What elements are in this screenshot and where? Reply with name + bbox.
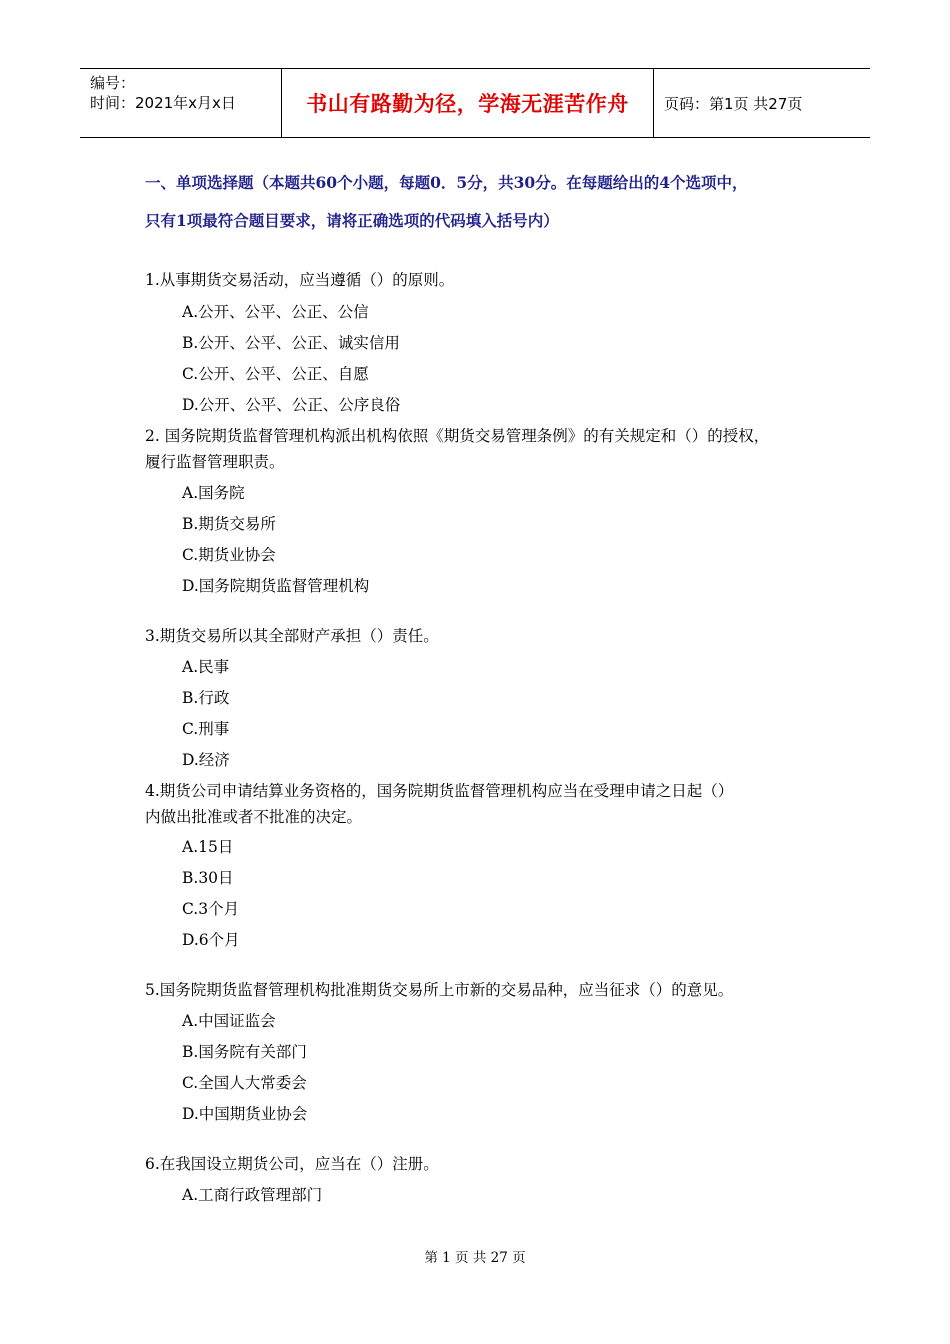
section-title-line2: 只有1项最符合题目要求，请将正确选项的代码填入括号内） [145,211,559,230]
question-4-stem-line1: 4.期货公司申请结算业务资格的，国务院期货监督管理机构应当在受理申请之日起（） [145,782,734,800]
question-1-option-d: D.公开、公平、公正、公序良俗 [182,396,401,414]
question-3-option-b: B.行政 [182,689,230,707]
question-5-option-a: A.中国证监会 [182,1012,276,1030]
question-5-option-d: D.中国期货业协会 [182,1105,308,1123]
question-1-option-b: B.公开、公平、公正、诚实信用 [182,334,400,352]
question-1-option-a: A.公开、公平、公正、公信 [182,303,369,321]
question-2-option-d: D.国务院期货监督管理机构 [182,577,370,595]
question-5-option-b: B.国务院有关部门 [182,1043,307,1061]
question-3-stem: 3.期货交易所以其全部财产承担（）责任。 [145,627,439,645]
question-5-option-c: C.全国人大常委会 [182,1074,307,1092]
question-3-option-d: D.经济 [182,751,230,769]
question-2-stem-line1: 2. 国务院期货监督管理机构派出机构依照《期货交易管理条例》的有关规定和（）的授权， [145,427,770,445]
question-4-option-b: B.30日 [182,869,234,887]
header-right-cell [654,69,870,137]
question-4-stem-line2: 内做出批准或者不批准的决定。 [145,808,363,826]
section-title-line1: 一、单项选择题（本题共60个小题，每题0．5分，共30分。在每题给出的4个选项中， [145,173,748,192]
question-6-stem: 6.在我国设立期货公司，应当在（）注册。 [145,1155,439,1173]
question-1-stem: 1.从事期货交易活动，应当遵循（）的原则。 [145,271,455,289]
question-3-option-a: A.民事 [182,658,230,676]
page-footer: 第 1 页 共 27 页 [424,1250,526,1266]
question-2-stem-line2: 履行监督管理职责。 [145,453,285,471]
question-2-option-c: C.期货业协会 [182,546,276,564]
question-5-stem: 5.国务院期货监督管理机构批准期货交易所上市新的交易品种，应当征求（）的意见。 [145,981,734,999]
question-4-option-a: A.15日 [182,838,234,856]
question-2-option-b: B.期货交易所 [182,515,276,533]
header-left-cell [80,69,282,137]
question-6-option-a: A.工商行政管理部门 [182,1186,323,1204]
question-4-option-d: D.6个月 [182,931,240,949]
question-3-option-c: C.刑事 [182,720,230,738]
motto-text: 书山有路勤为径，学海无涯苦作舟 [306,92,629,116]
question-2-option-a: A.国务院 [182,484,245,502]
time-label: 时间：2021年x月x日 [90,94,236,112]
question-4-option-c: C.3个月 [182,900,240,918]
page-header [80,68,870,138]
page-label: 页码：第1页 共27页 [664,94,803,113]
header-motto-cell [282,69,654,137]
code-label: 编号： [90,74,136,92]
question-1-option-c: C.公开、公平、公正、自愿 [182,365,369,383]
